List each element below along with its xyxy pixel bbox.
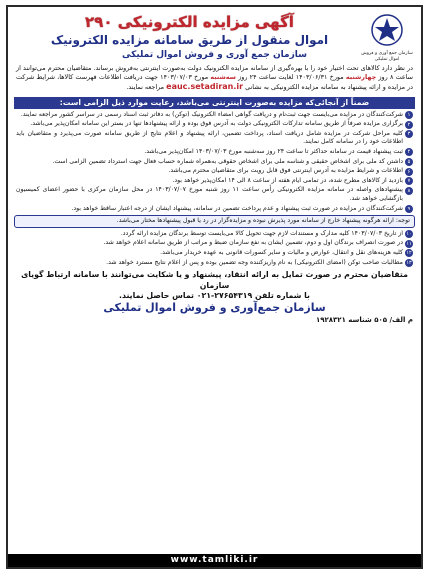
list-item [16,239,413,248]
item-number: ۵ [405,158,413,166]
item-text: شرکت‌کنندگان در مزایده می‌بایست جهت ثبت‌نام و دریافت گواهی امضاء الکترونیک (توکن) به دفاتر ثبت اسناد رسمی در سراسر کشور مراجعه نمایند. [20,110,403,118]
signature: سازمان جمع‌آوری و فروش اموال تملیکی [103,301,326,315]
notice-subtitle: اموال منقول از طریق سامانه مزایده الکترونیک [50,33,329,47]
item-number: ۱۲ [406,250,412,257]
emblem-icon [370,13,404,47]
item-text: شرکت‌کنندگان در مزایده در صورت ثبت پیشنهاد و عدم پرداخت تضمین در سامانه، پیشنهاد ایشان از درجه اعتبار ساقط خواهد بود. [71,204,403,212]
notice-title: آگهی مزایده الکترونیکی ۲۹۰ [85,13,294,31]
list-item [16,148,413,157]
organization-name: سازمان جمع آوری و فروش اموال تملیکی [121,50,307,60]
notice-box: توجه: ارائه هرگونه پیشنهاد خارج از سامانه مورد پذیرش نبوده و مزایده‌گزار در رد یا قبول پیشنهادها مختار می‌باشد. [14,215,415,228]
list-item [16,230,413,239]
item-number: ۱ [405,111,413,119]
item-text: بازدید از کالاهای مطرح شده، در تمامی ایام هفته از ساعت ۸ الی ۱۴ امکان‌پذیر خواهد بود. [172,176,403,184]
item-text: ثبت پیشنهاد قیمت در سامانه حداکثر تا ساعت ۲۴ روز سه‌شنبه مورخ ۱۴۰۳/۰۷/۰۳ امکان‌پذیر می‌باشد. [144,147,403,155]
reference-code: م الف/ ۵۰۵ شناسه ۱۹۲۸۳۲۱ [315,316,413,325]
item-text: برگزاری مزایده صرفاً از طریق سامانه تدارکات الکترونیکی دولت به آدرس فوق بوده و ارائه پیشنهادها تنها در بستر این سامانه امکان‌پذیر می‌باشد. [30,120,403,128]
item-text: کلیه هزینه‌های نقل و انتقال، عوارض و مالیات و سایر کسورات قانونی به عهده خریدار می‌باشد. [160,248,403,256]
list-item [16,111,413,120]
intro-paragraph: در نظر دارد کالاهای تحت اختیار خود را با بهره‌گیری از سامانه مزایده الکترونیک دولت به‌صورت اینترنتی به‌فروش برساند. متقاضیان محترم می‌توانند از ساعت ۸ روز چهارشنبه مورخ ۱۴۰۳/۰۶/۳۱ لغایت ساعت ۲۴ روز سه‌شنبه مورخ ۱۴۰۳/۰۷/۰۳ جهت دریافت اطلاعات فهرست کالاها، شرایط شرکت در مزایده و ارائه پیشنهاد به سامانه مزایده الکترونیکی به نشانی eauc.setadiran.ir مراجعه نمایند. [16,64,414,92]
item-number: ۲ [405,121,413,129]
requirements-banner: ضمناً از آنجائی‌که مزایده به‌صورت اینترنتی می‌باشد، رعایت موارد ذیل الزامی است: [14,97,415,109]
item-number: ۶ [405,168,413,176]
footer-row [8,316,421,324]
item-text: در صورت انصراف برندگان اول و دوم، تضمین ایشان به نفع سازمان ضبط و مراتب از طریق سامانه اعلام خواهد شد. [103,239,403,247]
organization-logo [361,13,413,63]
requirements-list-continued [8,230,421,267]
list-item [16,167,413,176]
item-text: از تاریخ ۱۴۰۳/۰۷/۰۳ کلیه مدارک و مستندات لازم جهت تحویل کالا می‌بایست توسط برندگان مزایده ارائه گردد. [120,229,403,237]
list-item [16,177,413,186]
list-item [16,130,413,147]
item-number: ۹ [405,205,413,213]
start-day: چهارشنبه [345,73,377,82]
item-number: ۱۳ [406,260,412,267]
list-item [16,186,413,203]
item-text: مطالبات صاحب توکن (امضای الکترونیکی) به نام واریزکننده وجه تضمین بوده و پس از اعلام نتایج مسترد خواهد شد. [106,258,403,266]
item-number: ۸ [405,187,413,195]
logo-caption: سازمان جمع آوری و فروش اموال تملیکی [361,51,413,62]
auction-notice [6,5,423,569]
list-item [16,249,413,258]
list-item [16,158,413,167]
item-text: اطلاعات و شرایط مزایده به آدرس اینترنتی فوق قابل رویت برای متقاضیان محترم می‌باشد. [168,167,403,175]
item-number: ۳ [405,130,413,138]
item-text: داشتن کد ملی برای اشخاص حقیقی و شناسه ملی برای اشخاص حقوقی به‌همراه شماره حساب فعال جهت استرداد تضمین الزامی است. [52,157,403,165]
item-number: ۷ [405,177,413,185]
item-number: ۱۰ [406,231,412,238]
closing-statement: متقاضیان محترم در صورت تمایل به ارائه انتقاد، پیشنهاد و یا شکایت می‌توانند با سامانه ارتباط گویای سازمان [21,270,408,291]
contact-phone: با شماره تلفن ۲۷۶۵۴۳۱۹-۰۲۱ تماس حاصل نمایند. [119,291,310,301]
item-text: کلیه مراحل شرکت در مزایده شامل دریافت اسناد، پرداخت تضمین، ارائه پیشنهاد و اعلام نتایج از طریق سامانه صورت می‌پذیرد و متقاضیان باید اطلاعات خود را در سامانه کامل نمایند. [16,129,403,146]
list-item [16,120,413,129]
website-url[interactable]: www.tamliki.ir [8,554,421,567]
end-day: سه‌شنبه [210,73,236,82]
item-number: ۴ [405,148,413,156]
item-number: ۱۱ [406,240,412,247]
item-text: پیشنهادهای واصله در سامانه مزایده الکترونیکی رأس ساعت ۱۱ روز شنبه مورخ ۱۴۰۳/۰۷/۰۷ در محل سازمان مرکزی با حضور اعضای کمیسیون بازگشایی خواهد شد. [16,186,403,202]
list-item [16,259,413,268]
auction-website-link[interactable]: eauc.setadiran.ir [166,82,244,92]
requirements-list [8,111,421,214]
list-item [16,205,413,214]
